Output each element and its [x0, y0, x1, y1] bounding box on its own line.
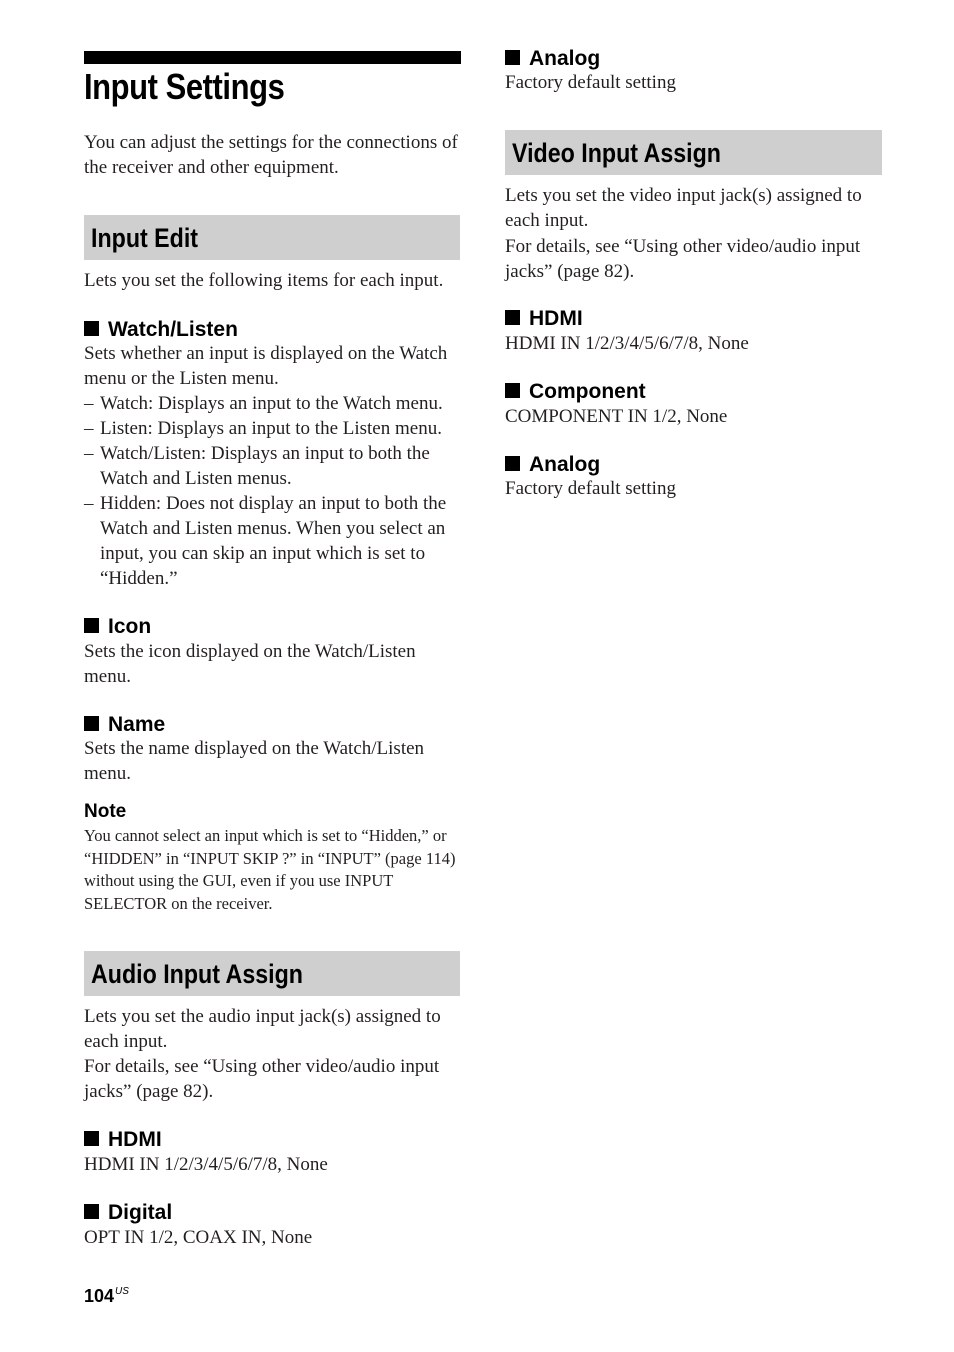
digital-body: OPT IN 1/2, COAX IN, None	[84, 1227, 313, 1248]
section-heading-input-edit: Input Edit	[91, 223, 199, 253]
name-body: Sets the name displayed on the Watch/Listen menu.	[84, 738, 425, 784]
section-band-video-input-assign	[505, 130, 882, 175]
region-code: US	[115, 1286, 129, 1297]
square-bullet-icon	[505, 456, 520, 471]
square-bullet-icon	[505, 383, 520, 398]
square-bullet-icon	[505, 50, 520, 65]
bullet-watch-listen: – Watch/Listen: Displays an input to both the Watch and Listen menus.	[84, 443, 430, 489]
subheading-audio-hdmi: HDMI	[84, 1127, 162, 1153]
video-assign-description: Lets you set the video input jack(s) assigned to each input.	[505, 185, 862, 231]
page-title: Input Settings	[84, 66, 285, 107]
title-rule	[84, 51, 461, 64]
square-bullet-icon	[84, 716, 99, 731]
video-assign-details: For details, see “Using other video/audio input jacks” (page 82).	[505, 236, 861, 282]
intro-text: You can adjust the settings for the connections of the receiver and other equipment.	[84, 132, 458, 178]
icon-body: Sets the icon displayed on the Watch/Listen menu.	[84, 641, 416, 687]
subheading-component: Component	[505, 379, 646, 405]
square-bullet-icon	[84, 618, 99, 633]
audio-hdmi-body: HDMI IN 1/2/3/4/5/6/7/8, None	[84, 1154, 328, 1175]
component-body: COMPONENT IN 1/2, None	[505, 406, 728, 427]
square-bullet-icon	[84, 1131, 99, 1146]
bullet-hidden: – Hidden: Does not display an input to both the Watch and Listen menus. When you select an input, you can skip an input which is set to “Hidden.”	[84, 493, 447, 589]
subheading-video-analog: Analog	[505, 452, 600, 478]
subheading-video-hdmi: HDMI	[505, 306, 583, 332]
section-heading-video-input-assign: Video Input Assign	[512, 138, 721, 168]
section-heading-audio-input-assign: Audio Input Assign	[91, 959, 303, 989]
video-analog-body: Factory default setting	[505, 478, 676, 499]
note-heading: Note	[84, 801, 127, 822]
square-bullet-icon	[505, 310, 520, 325]
input-edit-description: Lets you set the following items for each input.	[84, 270, 444, 291]
subheading-audio-analog: Analog	[505, 46, 600, 72]
note-body: You cannot select an input which is set to “Hidden,” or “HIDDEN” in “INPUT SKIP ?” in “INPUT” (page 114) without using the GUI, even if you use INPUT SELECTOR on the receiver.	[84, 826, 456, 913]
subheading-icon: Icon	[84, 614, 151, 640]
video-hdmi-body: HDMI IN 1/2/3/4/5/6/7/8, None	[505, 333, 749, 354]
subheading-digital: Digital	[84, 1200, 172, 1226]
subheading-watch-listen: Watch/Listen	[84, 317, 238, 343]
audio-analog-body: Factory default setting	[505, 72, 676, 93]
page-number: $104^{US}$	[84, 1286, 129, 1306]
section-band-audio-input-assign	[84, 951, 460, 996]
bullet-listen: – Listen: Displays an input to the Listen menu.	[84, 418, 442, 439]
audio-assign-description: Lets you set the audio input jack(s) assigned to each input.	[84, 1006, 441, 1052]
watch-listen-body: Sets whether an input is displayed on the Watch menu or the Listen menu.	[84, 343, 448, 389]
subheading-name: Name	[84, 712, 165, 738]
audio-assign-details: For details, see “Using other video/audio input jacks” (page 82).	[84, 1056, 440, 1102]
square-bullet-icon	[84, 321, 99, 336]
bullet-watch: – Watch: Displays an input to the Watch menu.	[84, 393, 443, 414]
section-band-input-edit	[84, 215, 460, 260]
square-bullet-icon	[84, 1204, 99, 1219]
